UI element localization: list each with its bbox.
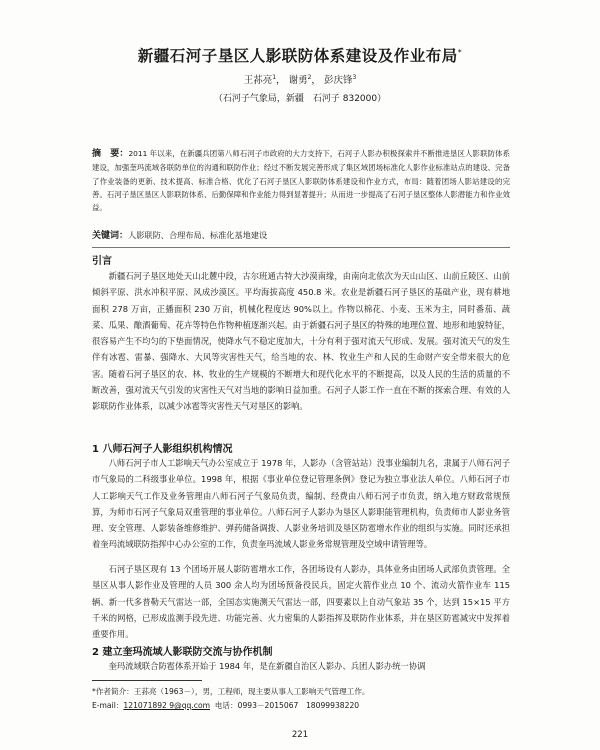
phone-label: 电话：: [214, 701, 238, 710]
footnote-contact: [92, 700, 522, 711]
abstract-label: 摘 要：: [92, 149, 129, 159]
author-name: 谢勇: [288, 75, 308, 86]
affiliation: （石河子气象局，新疆 石河子 832000）: [213, 94, 387, 104]
keywords: [92, 228, 510, 241]
footnote-author-bio: *作者简介：王荪亮（1963－），男，工程师，现主要从事人工影响天气管理工作。: [92, 687, 370, 696]
title-text: 新疆石河子垦区人影联防体系建设及作业布局: [137, 47, 458, 65]
phone-numbers: 0993－2015067 18099938220: [237, 701, 360, 710]
section-heading-intro: 引言: [92, 256, 112, 267]
header-divider: [92, 247, 510, 248]
author-sup: 3: [352, 73, 357, 81]
abstract: [92, 147, 510, 214]
paragraph-1-2: 石河子垦区现有 13 个团场开展人影防雹增水工作，各团场设有人影办，具体业务由团场人武部负责管理。全垦区从事人影作业及管理的人员 300 余人均为团场预备役民兵，固定火箭作业点 10 个、流动火箭作业车 115 辆、新一代多普勒天气雷达一部，全国态实施测天气雷达一部，四要素以上自动气象站 35 个，达到 15×15 平方千米的网格，已形成监测手段先进、功能完善、火力密集的人影指挥及联防作业体系，并在垦区防雹减灾中发挥着重要作用。: [92, 564, 510, 640]
paragraph-intro: 新疆石河子垦区地处天山北麓中段，古尔班通古特大沙漠南缘，由南向北依次为天山山区、山前丘陵区、山前倾斜平原、洪水冲积平原、风成沙漠区。平均海拔高度 450.8 米。农业是新疆石河子垦区的基础产业，现有耕地面积 278 万亩，正播面积 230 万亩，机械化程度达 90%以上。作物以棉花、小麦、玉米为主，同时番茄、蔬菜、瓜果、酿酒葡萄、花卉等特色作物种植逐渐兴起。由于新疆石河子垦区的特殊的地理位置、地形和地貌特征，很容易产生不均匀的下垫面情况，使降水气不稳定度加大，十分有利于强对流天气形成、发展。强对流天气的发生伴有冰雹、雷暴、强降水、大风等灾害性天气，给当地的农、林、牧业生产和人民的生命财产安全带来很大的危害。随着石河子垦区的农、林、牧业的生产规模的不断增大和现代化水平的不断提高，以及人民的生活的质量的不断改善，强对流天气引发的灾害性天气对当地的影响日益加重。石河子人影工作一直在不断的探索合理、有效的人影联防作业体系，以减少冰雹等灾害性天气对垦区的影响。: [92, 271, 510, 412]
title-footnote-mark: *: [457, 47, 463, 57]
author-sup: 1: [272, 73, 277, 81]
footnote-divider: [92, 680, 202, 681]
keywords-text: 人影联防、合理布局、标准化基地建设: [128, 230, 268, 240]
paper-title: [0, 44, 600, 66]
email-link[interactable]: 121071892 9@qq.com: [123, 701, 211, 710]
abstract-text: 2011 年以来，在新疆兵团第八师石河子市政府的大力支持下，石河子人影办积极探索并不断推进垦区人影联防体系建设，加强奎玛流域各联防单位的沟通和联防作业；经过不断发展完善形成了集区域团场标准化人影作业标准站点的建设、完备了作业装备的更新、技术提高、标准合格、优化了石河子垦区人影联防体系建设和作业方式，布局：随着团场人影站建设的完善。石河子垦区垦区人影联防体系、后勤保障和作业能力得到显著提升；从而进一步提高了石河子垦区整体人影潜能力和作业效益。: [92, 149, 510, 213]
section-heading-1: 1 八师石河子人影组织机构情况: [92, 444, 233, 455]
author-line: 王荪亮$^1$， 谢勇$^2$， 彭庆锋$^3$: [243, 73, 357, 86]
author-sup: 2: [307, 73, 312, 81]
email-label: E-mail：: [92, 701, 124, 710]
author-name: 王荪亮: [243, 75, 273, 86]
keywords-label: 关键词：: [92, 231, 129, 241]
author-name: 彭庆锋: [323, 75, 353, 86]
section-heading-2: 2 建立奎玛流域人影联防交流与协作机制: [92, 647, 273, 658]
paragraph-2-1: 奎玛流域联合防雹体系开始于 1984 年，是在新疆自治区人影办、兵团人影办统一协调: [108, 661, 426, 671]
page-number: 221: [291, 730, 309, 740]
paragraph-1-1: 八师石河子市人工影响天气办公室成立于 1978 年，人影办（含管站站）没事业编制九名，隶属于八师石河子市气象局的二科级事业单位。1998 年，根据《事业单位登记管理条例》登记为独立事业法人单位。八师石河子市人工影响天气工作及业务管理由八师石河子气象局负责，编制、经费由八师石河子市负责，纳入地方财政常规预算，为师市石河子气象局双重管理的事业单位。八师石河子人影办为垦区人影职能管理机构，负责师市人影业务管理、安全管理、人影装备维修维护、弹药储备调拨、人影业务培训及垦区防雹增水作业的组织与实施。同时还承担着奎玛流域联防指挥中心办公室的工作，负责奎玛流域人影业务常规管理及空域申请管理等。: [92, 458, 510, 550]
